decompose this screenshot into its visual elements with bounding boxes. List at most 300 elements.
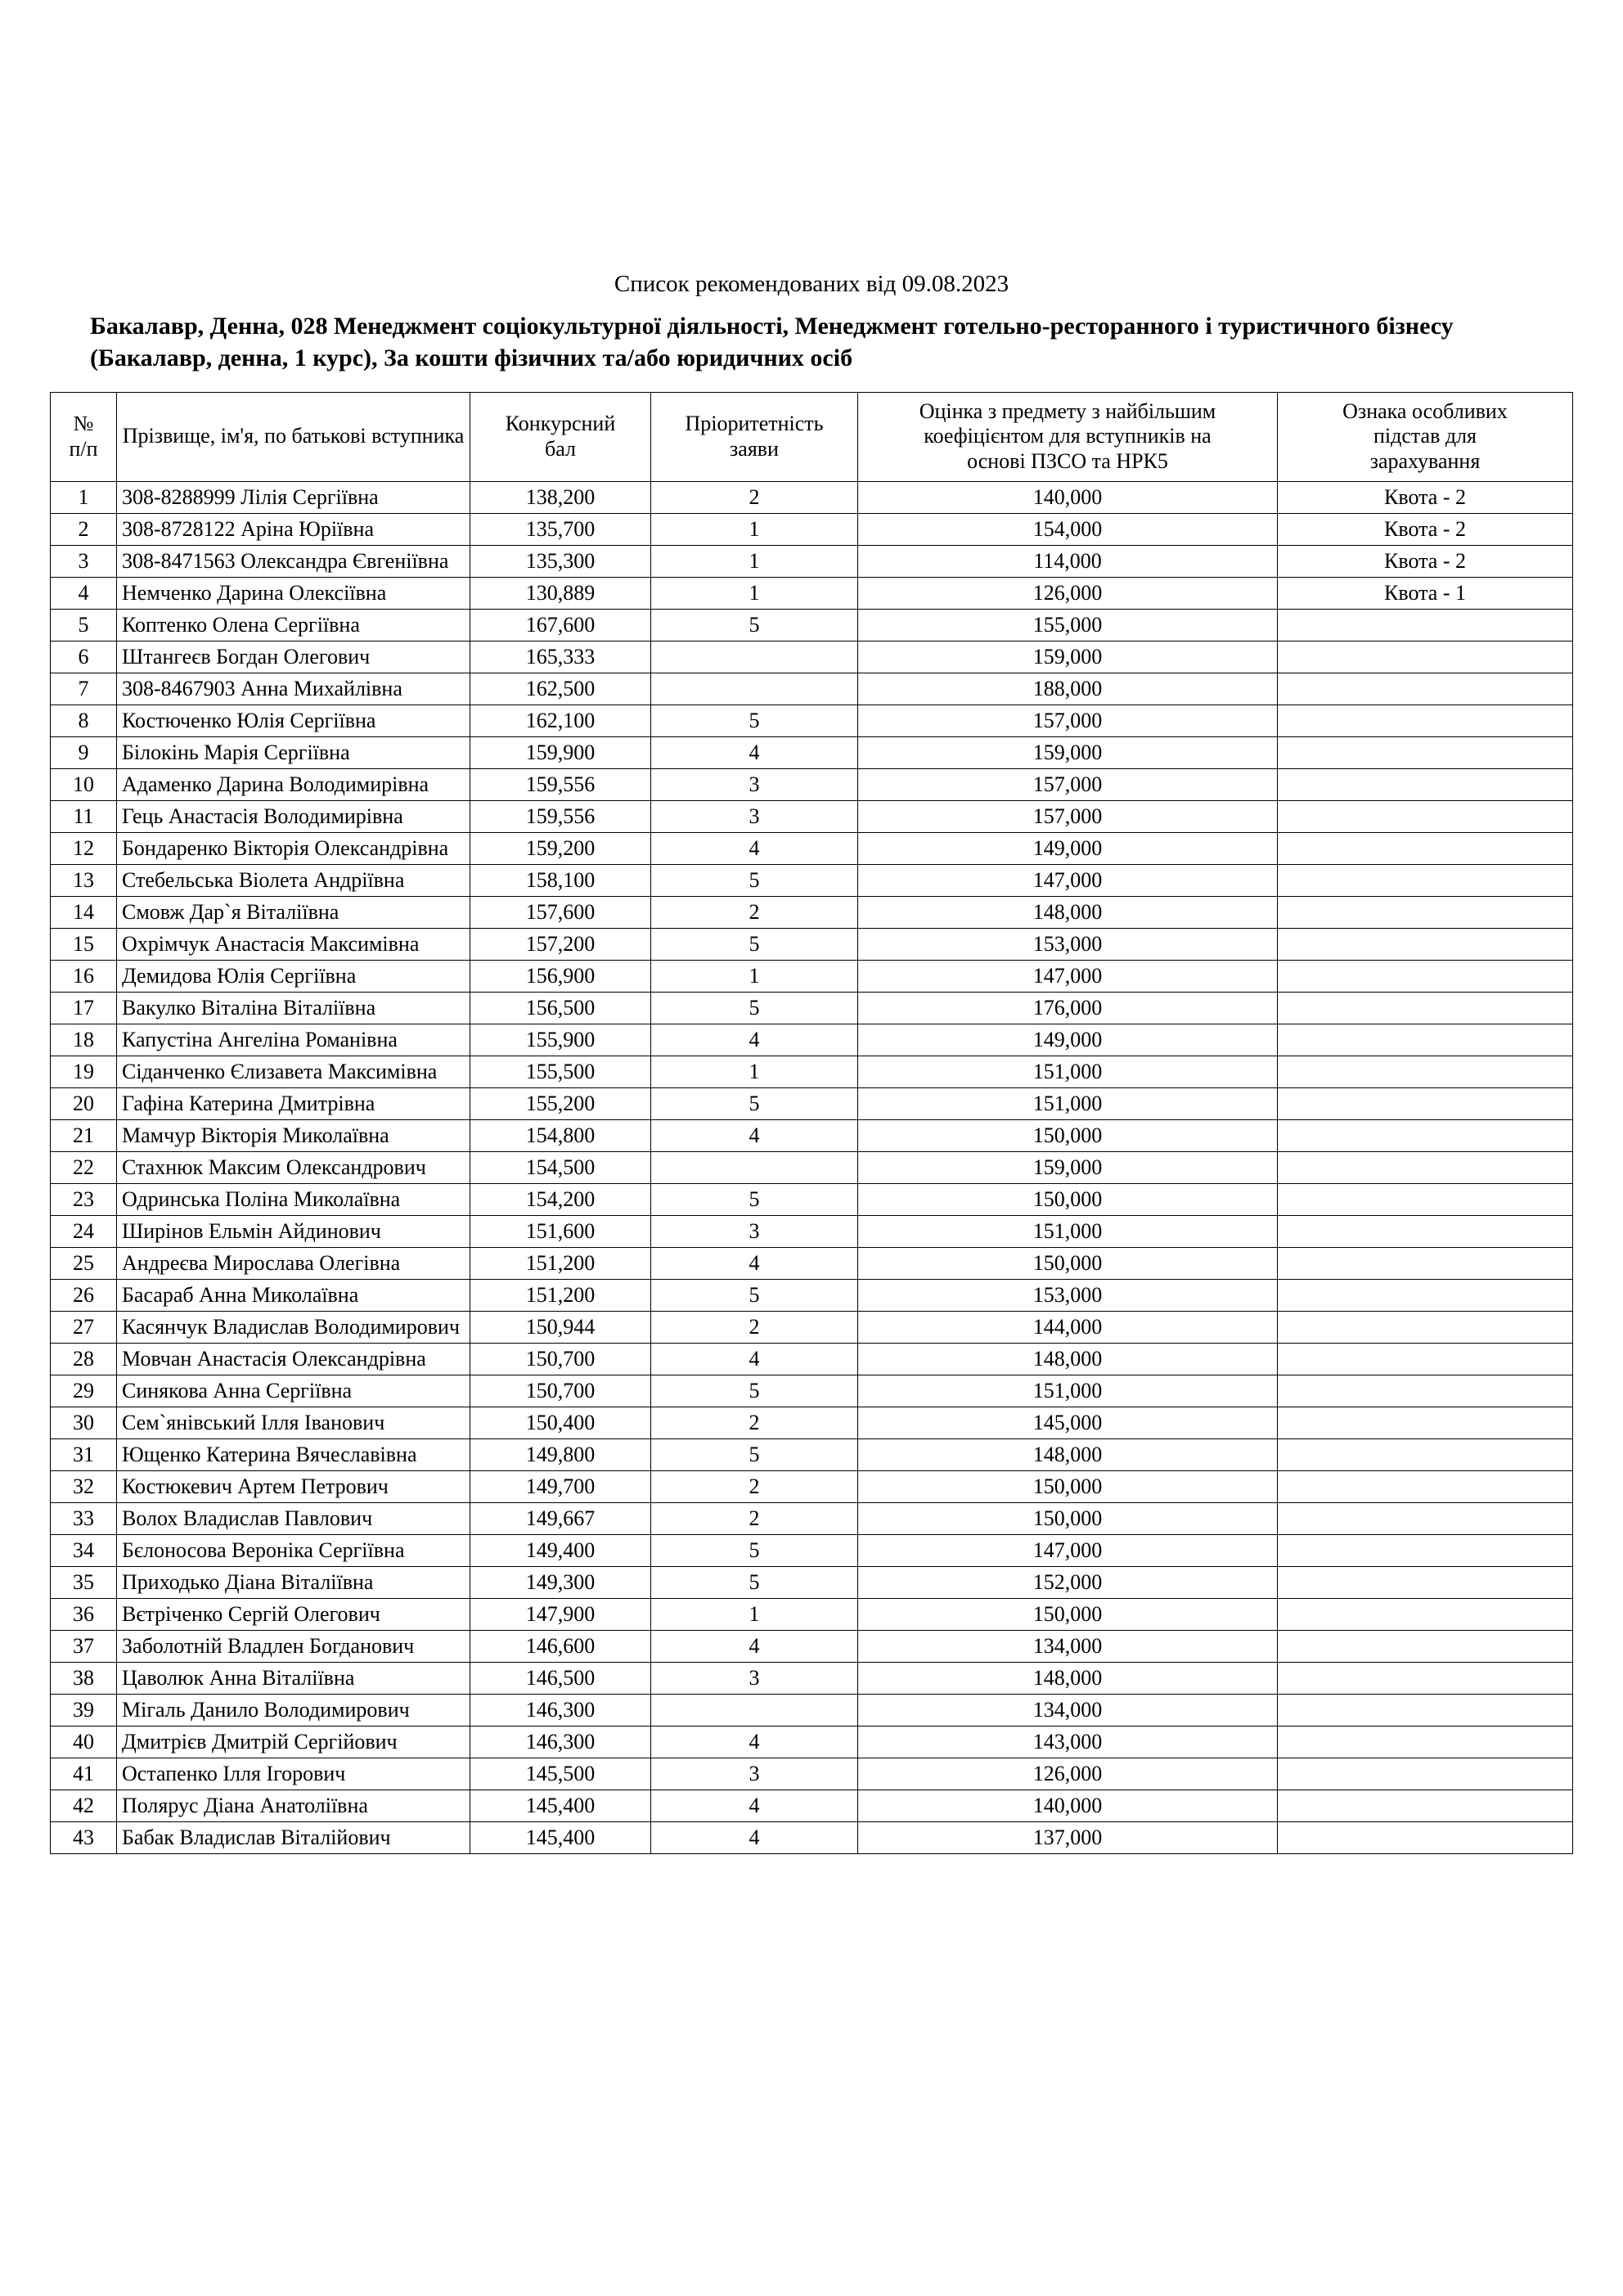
table-row (51, 896, 1573, 928)
row-score: 154,500 (470, 1151, 651, 1183)
row-applicant-name: Вєтріченко Сергій Олегович (117, 1598, 470, 1630)
table-row (51, 1119, 1573, 1151)
row-number: 39 (51, 1694, 117, 1726)
row-subject-mark: 176,000 (858, 992, 1278, 1024)
row-subject-mark: 151,000 (858, 1056, 1278, 1087)
row-subject-mark: 148,000 (858, 1662, 1278, 1694)
row-priority: 5 (651, 1279, 858, 1311)
row-special-note (1278, 1662, 1573, 1694)
row-priority: 2 (651, 1470, 858, 1502)
page-title: Список рекомендованих від 09.08.2023 (614, 271, 1009, 297)
row-score: 150,700 (470, 1375, 651, 1407)
row-number: 4 (51, 577, 117, 609)
row-applicant-name: 308-8467903 Анна Михайлівна (117, 673, 470, 705)
row-applicant-name: Штангеєв Богдан Олегович (117, 641, 470, 673)
row-special-note: Квота - 2 (1278, 513, 1573, 545)
row-priority: 5 (651, 864, 858, 896)
table-row (51, 768, 1573, 800)
row-applicant-name: Стебельська Віолета Андріївна (117, 864, 470, 896)
row-score: 150,700 (470, 1343, 651, 1375)
row-applicant-name: Гець Анастасія Володимирівна (117, 800, 470, 832)
table-row (51, 1726, 1573, 1758)
row-special-note (1278, 928, 1573, 960)
row-subject-mark: 147,000 (858, 960, 1278, 992)
row-priority: 1 (651, 545, 858, 577)
row-priority: 3 (651, 800, 858, 832)
row-subject-mark: 114,000 (858, 545, 1278, 577)
row-special-note (1278, 1566, 1573, 1598)
row-score: 155,200 (470, 1087, 651, 1119)
row-priority: 3 (651, 1662, 858, 1694)
table-row (51, 1024, 1573, 1056)
row-number: 28 (51, 1343, 117, 1375)
row-number: 22 (51, 1151, 117, 1183)
row-number: 3 (51, 545, 117, 577)
row-priority: 2 (651, 1311, 858, 1343)
row-applicant-name: Гафіна Катерина Дмитрівна (117, 1087, 470, 1119)
row-special-note (1278, 673, 1573, 705)
row-subject-mark: 150,000 (858, 1598, 1278, 1630)
row-special-note (1278, 1694, 1573, 1726)
column-header-subject-mark-line2: коефіцієнтом для вступників на (924, 424, 1212, 448)
row-priority: 5 (651, 1087, 858, 1119)
row-special-note (1278, 1056, 1573, 1087)
row-applicant-name: Бабак Владислав Віталійович (117, 1821, 470, 1853)
column-header-special-grounds-line1: Ознака особливих (1342, 398, 1508, 423)
row-score: 145,400 (470, 1821, 651, 1853)
table-row (51, 832, 1573, 864)
row-score: 147,900 (470, 1598, 651, 1630)
row-priority: 1 (651, 1056, 858, 1087)
table-row (51, 481, 1573, 513)
row-subject-mark: 151,000 (858, 1087, 1278, 1119)
row-subject-mark: 126,000 (858, 577, 1278, 609)
table-row (51, 1534, 1573, 1566)
row-applicant-name: Сіданченко Єлизавета Максимівна (117, 1056, 470, 1087)
row-priority: 5 (651, 992, 858, 1024)
table-row (51, 864, 1573, 896)
column-header-number (51, 392, 117, 481)
row-applicant-name: Коптенко Олена Сергіївна (117, 609, 470, 641)
recommended-list-table (50, 392, 1573, 1854)
table-row (51, 1407, 1573, 1438)
row-special-note (1278, 641, 1573, 673)
row-special-note (1278, 1375, 1573, 1407)
row-subject-mark: 150,000 (858, 1183, 1278, 1215)
row-applicant-name: Охрімчук Анастасія Максимівна (117, 928, 470, 960)
row-subject-mark: 157,000 (858, 768, 1278, 800)
row-subject-mark: 147,000 (858, 1534, 1278, 1566)
row-priority: 5 (651, 1566, 858, 1598)
row-score: 159,200 (470, 832, 651, 864)
row-number: 38 (51, 1662, 117, 1694)
row-score: 145,400 (470, 1790, 651, 1821)
row-score: 149,667 (470, 1502, 651, 1534)
row-applicant-name: Басараб Анна Миколаївна (117, 1279, 470, 1311)
table-row (51, 609, 1573, 641)
row-special-note (1278, 1470, 1573, 1502)
row-subject-mark: 148,000 (858, 1438, 1278, 1470)
row-priority: 1 (651, 513, 858, 545)
table-row (51, 1438, 1573, 1470)
row-applicant-name: Касянчук Владислав Володимирович (117, 1311, 470, 1343)
table-row (51, 1566, 1573, 1598)
row-special-note (1278, 609, 1573, 641)
table-row (51, 577, 1573, 609)
row-special-note: Квота - 2 (1278, 481, 1573, 513)
row-subject-mark: 153,000 (858, 1279, 1278, 1311)
row-priority: 4 (651, 1119, 858, 1151)
row-special-note (1278, 1630, 1573, 1662)
row-applicant-name: Костюченко Юлія Сергіївна (117, 705, 470, 736)
row-applicant-name: Одринська Поліна Миколаївна (117, 1183, 470, 1215)
row-number: 13 (51, 864, 117, 896)
row-score: 157,200 (470, 928, 651, 960)
row-score: 162,500 (470, 673, 651, 705)
column-header-score-line2: бал (545, 436, 576, 461)
row-number: 34 (51, 1534, 117, 1566)
row-subject-mark: 150,000 (858, 1470, 1278, 1502)
row-number: 12 (51, 832, 117, 864)
row-special-note (1278, 864, 1573, 896)
row-score: 157,600 (470, 896, 651, 928)
row-applicant-name: Волох Владислав Павлович (117, 1502, 470, 1534)
row-special-note (1278, 1311, 1573, 1343)
row-score: 149,800 (470, 1438, 651, 1470)
row-score: 155,900 (470, 1024, 651, 1056)
row-number: 42 (51, 1790, 117, 1821)
column-header-special-grounds-line2: підстав для (1373, 424, 1477, 448)
column-header-special-grounds (1278, 392, 1573, 481)
row-applicant-name: Мовчан Анастасія Олександрівна (117, 1343, 470, 1375)
row-priority: 4 (651, 1790, 858, 1821)
row-priority (651, 1694, 858, 1726)
row-priority: 5 (651, 1438, 858, 1470)
row-applicant-name: Немченко Дарина Олексіївна (117, 577, 470, 609)
row-score: 162,100 (470, 705, 651, 736)
row-number: 26 (51, 1279, 117, 1311)
row-subject-mark: 126,000 (858, 1758, 1278, 1790)
row-priority: 5 (651, 1375, 858, 1407)
row-applicant-name: 308-8728122 Аріна Юріївна (117, 513, 470, 545)
row-priority: 5 (651, 1534, 858, 1566)
row-number: 10 (51, 768, 117, 800)
row-priority (651, 1151, 858, 1183)
row-special-note (1278, 1087, 1573, 1119)
row-number: 37 (51, 1630, 117, 1662)
row-applicant-name: Білокінь Марія Сергіївна (117, 736, 470, 768)
row-special-note (1278, 1343, 1573, 1375)
row-score: 130,889 (470, 577, 651, 609)
row-special-note (1278, 1024, 1573, 1056)
row-priority: 4 (651, 1726, 858, 1758)
row-subject-mark: 145,000 (858, 1407, 1278, 1438)
row-applicant-name: Заболотній Владлен Богданович (117, 1630, 470, 1662)
row-special-note (1278, 1502, 1573, 1534)
column-header-priority-line1: Пріоритетність (685, 412, 824, 436)
row-priority: 4 (651, 832, 858, 864)
row-priority: 5 (651, 1183, 858, 1215)
row-score: 158,100 (470, 864, 651, 896)
row-score: 138,200 (470, 481, 651, 513)
table-row (51, 1279, 1573, 1311)
row-priority: 3 (651, 768, 858, 800)
row-number: 43 (51, 1821, 117, 1853)
row-priority: 3 (651, 1215, 858, 1247)
row-number: 2 (51, 513, 117, 545)
row-applicant-name: Синякова Анна Сергіївна (117, 1375, 470, 1407)
row-priority: 4 (651, 1343, 858, 1375)
row-priority: 4 (651, 736, 858, 768)
row-number: 18 (51, 1024, 117, 1056)
table-row (51, 1790, 1573, 1821)
row-number: 21 (51, 1119, 117, 1151)
column-header-special-grounds-line3: зарахування (1369, 449, 1481, 474)
row-score: 135,300 (470, 545, 651, 577)
column-header-subject-mark (858, 392, 1278, 481)
row-special-note (1278, 800, 1573, 832)
row-applicant-name: Капустіна Ангеліна Романівна (117, 1024, 470, 1056)
column-header-priority-line2: заяви (730, 436, 779, 461)
table-row (51, 1151, 1573, 1183)
row-number: 17 (51, 992, 117, 1024)
row-number: 20 (51, 1087, 117, 1119)
row-subject-mark: 149,000 (858, 1024, 1278, 1056)
row-score: 155,500 (470, 1056, 651, 1087)
row-special-note (1278, 736, 1573, 768)
row-applicant-name: Вакулко Віталіна Віталіївна (117, 992, 470, 1024)
row-priority: 5 (651, 928, 858, 960)
column-header-subject-mark-line3: основі ПЗСО та НРК5 (967, 449, 1168, 474)
table-row (51, 1630, 1573, 1662)
row-score: 146,500 (470, 1662, 651, 1694)
row-subject-mark: 140,000 (858, 1790, 1278, 1821)
row-priority (651, 673, 858, 705)
row-score: 149,300 (470, 1566, 651, 1598)
table-row (51, 1215, 1573, 1247)
row-score: 151,600 (470, 1215, 651, 1247)
row-special-note: Квота - 1 (1278, 577, 1573, 609)
table-row (51, 641, 1573, 673)
row-subject-mark: 134,000 (858, 1630, 1278, 1662)
row-subject-mark: 150,000 (858, 1247, 1278, 1279)
table-row (51, 545, 1573, 577)
row-applicant-name: Дмитрієв Дмитрій Сергійович (117, 1726, 470, 1758)
table-row (51, 1662, 1573, 1694)
row-subject-mark: 134,000 (858, 1694, 1278, 1726)
row-subject-mark: 151,000 (858, 1375, 1278, 1407)
row-score: 151,200 (470, 1247, 651, 1279)
row-number: 40 (51, 1726, 117, 1758)
row-special-note (1278, 1758, 1573, 1790)
row-priority: 2 (651, 1407, 858, 1438)
row-subject-mark: 151,000 (858, 1215, 1278, 1247)
table-row (51, 1056, 1573, 1087)
row-number: 32 (51, 1470, 117, 1502)
row-subject-mark: 159,000 (858, 736, 1278, 768)
row-applicant-name: Остапенко Ілля Ігорович (117, 1758, 470, 1790)
table-row (51, 1087, 1573, 1119)
row-priority: 4 (651, 1821, 858, 1853)
row-subject-mark: 188,000 (858, 673, 1278, 705)
row-subject-mark: 152,000 (858, 1566, 1278, 1598)
row-subject-mark: 153,000 (858, 928, 1278, 960)
row-score: 149,700 (470, 1470, 651, 1502)
row-score: 159,900 (470, 736, 651, 768)
row-score: 165,333 (470, 641, 651, 673)
row-score: 156,900 (470, 960, 651, 992)
column-header-number-line1: № (73, 412, 94, 436)
row-subject-mark: 143,000 (858, 1726, 1278, 1758)
row-applicant-name: Приходько Діана Віталіївна (117, 1566, 470, 1598)
table-row (51, 1502, 1573, 1534)
row-subject-mark: 157,000 (858, 800, 1278, 832)
row-special-note (1278, 1726, 1573, 1758)
row-number: 19 (51, 1056, 117, 1087)
table-row (51, 992, 1573, 1024)
row-priority: 4 (651, 1024, 858, 1056)
row-special-note (1278, 1790, 1573, 1821)
row-applicant-name: Стахнюк Максим Олександрович (117, 1151, 470, 1183)
table-header-row (51, 392, 1573, 481)
row-subject-mark: 150,000 (858, 1119, 1278, 1151)
row-number: 11 (51, 800, 117, 832)
table-row (51, 1821, 1573, 1853)
row-priority: 5 (651, 705, 858, 736)
row-number: 1 (51, 481, 117, 513)
row-priority: 4 (651, 1247, 858, 1279)
row-applicant-name: Мігаль Данило Володимирович (117, 1694, 470, 1726)
row-special-note (1278, 1598, 1573, 1630)
row-special-note (1278, 1438, 1573, 1470)
table-row (51, 705, 1573, 736)
row-applicant-name: 308-8471563 Олександра Євгеніївна (117, 545, 470, 577)
row-priority: 5 (651, 609, 858, 641)
row-score: 156,500 (470, 992, 651, 1024)
row-score: 145,500 (470, 1758, 651, 1790)
row-score: 150,944 (470, 1311, 651, 1343)
table-row (51, 1343, 1573, 1375)
column-header-number-line2: п/п (69, 436, 98, 461)
row-score: 150,400 (470, 1407, 651, 1438)
row-number: 5 (51, 609, 117, 641)
table-row (51, 928, 1573, 960)
row-special-note (1278, 832, 1573, 864)
row-subject-mark: 137,000 (858, 1821, 1278, 1853)
row-priority: 4 (651, 1630, 858, 1662)
table-row (51, 513, 1573, 545)
row-priority: 1 (651, 1598, 858, 1630)
row-special-note (1278, 1215, 1573, 1247)
row-subject-mark: 157,000 (858, 705, 1278, 736)
row-number: 14 (51, 896, 117, 928)
row-score: 167,600 (470, 609, 651, 641)
row-number: 9 (51, 736, 117, 768)
row-score: 146,300 (470, 1726, 651, 1758)
row-applicant-name: Ющенко Катерина Вячеславівна (117, 1438, 470, 1470)
row-number: 16 (51, 960, 117, 992)
row-subject-mark: 147,000 (858, 864, 1278, 896)
row-score: 154,800 (470, 1119, 651, 1151)
table-row (51, 673, 1573, 705)
column-header-score-line1: Конкурсний (505, 412, 616, 436)
row-special-note (1278, 705, 1573, 736)
table-row (51, 1183, 1573, 1215)
row-applicant-name: Полярус Діана Анатоліївна (117, 1790, 470, 1821)
row-applicant-name: Бєлоносова Вероніка Сергіївна (117, 1534, 470, 1566)
row-special-note (1278, 1247, 1573, 1279)
row-special-note (1278, 1183, 1573, 1215)
row-applicant-name: Бондаренко Вікторія Олександрівна (117, 832, 470, 864)
row-applicant-name: Костюкевич Артем Петрович (117, 1470, 470, 1502)
row-subject-mark: 149,000 (858, 832, 1278, 864)
row-applicant-name: Цаволюк Анна Віталіївна (117, 1662, 470, 1694)
row-priority: 2 (651, 896, 858, 928)
row-subject-mark: 144,000 (858, 1311, 1278, 1343)
row-subject-mark: 150,000 (858, 1502, 1278, 1534)
row-special-note (1278, 1534, 1573, 1566)
row-applicant-name: Андреєва Мирослава Олегівна (117, 1247, 470, 1279)
row-subject-mark: 148,000 (858, 896, 1278, 928)
table-row (51, 1247, 1573, 1279)
row-special-note (1278, 1119, 1573, 1151)
row-special-note (1278, 960, 1573, 992)
page-subtitle: Бакалавр, Денна, 028 Менеджмент соціокультурної діяльності, Менеджмент готельно-ресторанного і туристичного бізнесу (Бакалавр, денна, 1 курс), За кошти фізичних та/або юридичних осіб (90, 312, 1454, 371)
row-subject-mark: 148,000 (858, 1343, 1278, 1375)
table-row (51, 800, 1573, 832)
row-subject-mark: 155,000 (858, 609, 1278, 641)
row-score: 159,556 (470, 800, 651, 832)
column-header-score (470, 392, 651, 481)
row-number: 35 (51, 1566, 117, 1598)
row-number: 7 (51, 673, 117, 705)
row-applicant-name: Ширінов Ельмін Айдинович (117, 1215, 470, 1247)
row-special-note (1278, 992, 1573, 1024)
table-row (51, 1598, 1573, 1630)
row-score: 149,400 (470, 1534, 651, 1566)
row-score: 154,200 (470, 1183, 651, 1215)
column-header-priority (651, 392, 858, 481)
row-special-note (1278, 1279, 1573, 1311)
row-number: 27 (51, 1311, 117, 1343)
row-number: 23 (51, 1183, 117, 1215)
row-priority: 2 (651, 1502, 858, 1534)
row-applicant-name: Сем`янівський Ілля Іванович (117, 1407, 470, 1438)
row-special-note: Квота - 2 (1278, 545, 1573, 577)
table-row (51, 1694, 1573, 1726)
row-special-note (1278, 1407, 1573, 1438)
row-applicant-name: Смовж Дар`я Віталіївна (117, 896, 470, 928)
row-priority: 2 (651, 481, 858, 513)
row-priority: 1 (651, 577, 858, 609)
row-score: 151,200 (470, 1279, 651, 1311)
row-score: 146,600 (470, 1630, 651, 1662)
row-special-note (1278, 896, 1573, 928)
row-subject-mark: 159,000 (858, 641, 1278, 673)
row-number: 30 (51, 1407, 117, 1438)
row-score: 135,700 (470, 513, 651, 545)
row-number: 36 (51, 1598, 117, 1630)
row-number: 33 (51, 1502, 117, 1534)
row-subject-mark: 159,000 (858, 1151, 1278, 1183)
row-subject-mark: 140,000 (858, 481, 1278, 513)
row-priority (651, 641, 858, 673)
table-row (51, 1470, 1573, 1502)
row-number: 29 (51, 1375, 117, 1407)
row-applicant-name: Адаменко Дарина Володимирівна (117, 768, 470, 800)
row-special-note (1278, 768, 1573, 800)
table-row (51, 1375, 1573, 1407)
